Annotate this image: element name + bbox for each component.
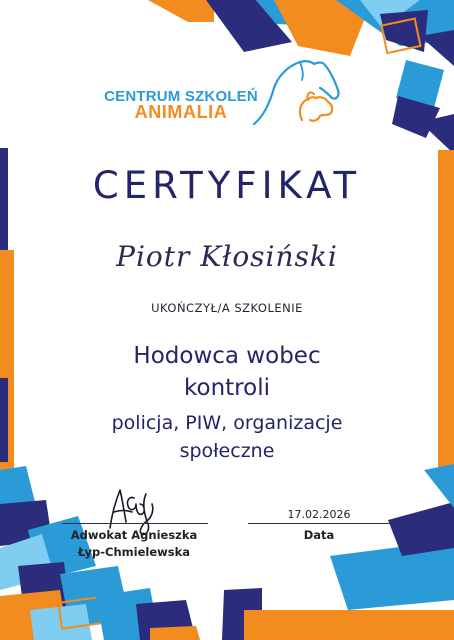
deco-shape [424, 464, 454, 508]
date-label: Data [303, 528, 335, 542]
course-subtitle-line: policja, PIW, organizacje [111, 412, 343, 434]
course-subtitle-line: społeczne [179, 440, 275, 462]
certificate-title: CERTYFIKAT [92, 164, 362, 207]
course-title-line: kontroli [184, 375, 270, 401]
deco-shape [244, 610, 454, 640]
deco-shape [150, 626, 200, 640]
date-value: 17.02.2026 [287, 508, 351, 521]
logo-text-bottom: ANIMALIA [134, 102, 228, 122]
deco-shape [420, 30, 454, 66]
course-title [0, 340, 454, 404]
logo-text-top: CENTRUM SZKOLEŃ [104, 88, 258, 105]
course-title-line: Hodowca wobec [133, 343, 321, 369]
signatory-name [44, 527, 224, 561]
completed-text: UKOŃCZYŁ/A SZKOLENIE [151, 301, 303, 315]
recipient-name: Piotr Kłosiński [116, 240, 338, 273]
deco-shape [148, 0, 214, 22]
signatory-name-line: Łyp-Chmielewska [77, 545, 191, 559]
horse-and-dog-icon [248, 58, 344, 128]
signatory-name-line: Adwokat Agnieszka [70, 528, 198, 542]
course-subtitle [0, 409, 454, 465]
signature-line [62, 523, 208, 524]
date-line [248, 523, 394, 524]
